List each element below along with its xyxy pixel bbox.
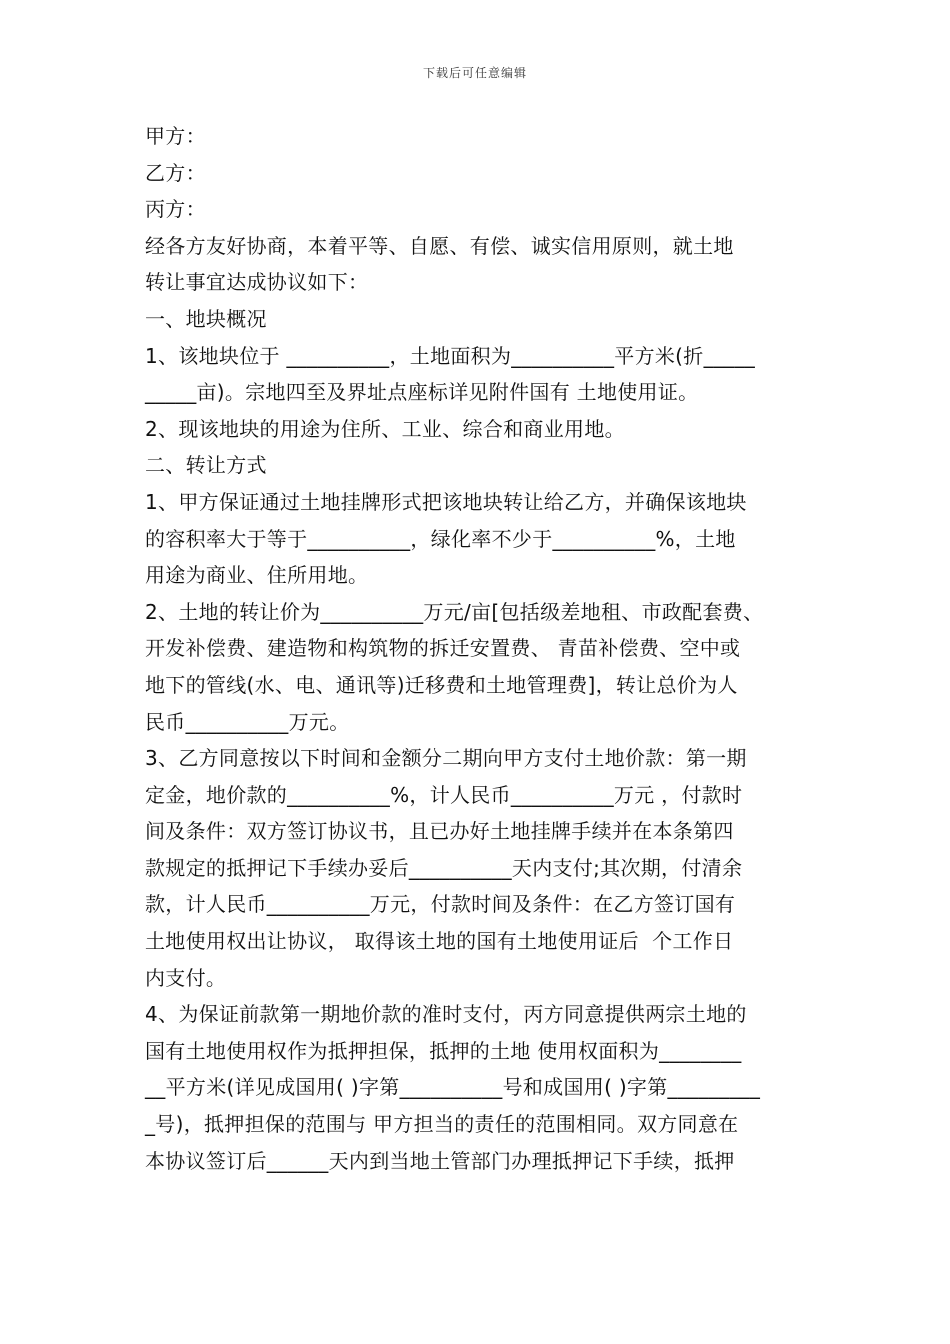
text-line: 款规定的抵押记下手续办妥后__________天内支付;其次期，付清余: [145, 855, 743, 880]
text-line: 民币__________万元。: [145, 709, 350, 734]
text-line: 定金，地价款的__________%，计人民币__________万元 ，付款时: [145, 782, 743, 807]
text-line: 乙方：: [145, 160, 206, 185]
text-line: 转让事宜达成协议如下：: [145, 270, 369, 295]
text-line: 地下的管线(水、电、通讯等)迁移费和土地管理费]，转让总价为人: [145, 672, 738, 697]
text-line: 3、乙方同意按以下时间和金额分二期向甲方支付土地价款：第一期: [145, 746, 747, 771]
text-line: 本协议签订后______天内到当地土管部门办理抵押记下手续，抵押: [145, 1148, 735, 1173]
text-line: 2、现该地块的用途为住所、工业、综合和商业用地。: [145, 416, 625, 441]
section-heading: 一、地块概况: [145, 306, 267, 331]
section-heading: 二、转让方式: [145, 453, 267, 478]
agreement-body: [145, 118, 845, 1179]
text-line: 2、土地的转让价为__________万元/亩[包括级差地租、市政配套费、: [145, 599, 764, 624]
text-line: _____亩)。宗地四至及界址点座标详见附件国有 土地使用证。: [145, 380, 699, 405]
text-line: 丙方：: [145, 197, 206, 222]
text-line: 款，计人民币__________万元，付款时间及条件：在乙方签订国有: [145, 892, 736, 917]
text-line: 国有土地使用权作为抵押担保，抵押的土地 使用权面积为________: [145, 1038, 742, 1063]
text-line: 开发补偿费、建造物和构筑物的拆迁安置费、 青苗补偿费、空中或: [145, 636, 741, 661]
text-line: 内支付。: [145, 965, 227, 990]
text-line: 1、甲方保证通过土地挂牌形式把该地块转让给乙方，并确保该地块: [145, 489, 747, 514]
text-line: 甲方：: [145, 124, 206, 148]
text-line: __平方米(详见成国用( )字第__________号和成国用( )字第_________: [145, 1075, 761, 1100]
text-line: 土地使用权出让协议， 取得该土地的国有土地使用证后 个工作日: [145, 929, 734, 954]
text-line: 间及条件：双方签订协议书，且已办好土地挂牌手续并在本条第四: [145, 819, 734, 844]
text-line: 用途为商业、住所用地。: [145, 563, 369, 588]
text-line: 经各方友好协商，本着平等、自愿、有偿、诚实信用原则，就土地: [145, 233, 734, 258]
text-line: _号)，抵押担保的范围与 甲方担当的责任的范围相同。双方同意在: [145, 1112, 739, 1137]
text-line: 1、该地块位于 __________，土地面积为__________平方米(折_____: [145, 343, 756, 368]
page-header-note: 下载后可任意编辑: [422, 66, 527, 80]
text-line: 4、为保证前款第一期地价款的准时支付，丙方同意提供两宗土地的: [145, 1002, 747, 1027]
text-line: 的容积率大于等于__________，绿化率不少于__________%，土地: [145, 526, 736, 551]
